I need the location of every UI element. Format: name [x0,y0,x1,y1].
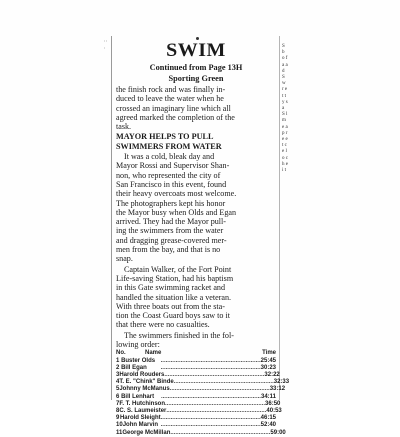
left-margin-fragment: ' ' ' [104,41,108,53]
row-name: C. S. Laumeister [119,407,167,414]
header-name: Name [145,350,162,357]
row-no: 9 [116,415,120,422]
leader-dots: ............................................................ [164,371,265,378]
table-row [116,365,276,372]
row-name: Johnny McManus [119,386,170,393]
row-name: George McMillan [122,429,171,436]
section-line: Sporting Green [168,74,224,83]
column-rule-right [279,36,280,400]
row-no: 4 [116,379,120,386]
row-name: Harold Rouders [119,371,165,378]
row-name: John Marvin [122,422,159,429]
row-no: 10 [116,422,123,429]
continued-line: Continued from Page 13H [149,63,243,72]
row-time: 32:33 [273,379,290,386]
row-time: 46:15 [260,415,276,422]
table-row [116,371,280,379]
column-rule-left [111,36,112,400]
row-time: 34:11 [260,393,276,400]
leader-dots: ............................................................ [160,357,261,364]
row-time: 40:53 [266,407,282,414]
row-no: 2 [116,364,120,371]
table-row [116,358,276,365]
table-row [116,379,290,386]
paragraph-1: the finish rock and was finally in- duced to leave the water when he crossed an imaginary line which all agreed marked the completion of the task. [116,85,235,132]
leader-dots: ............................................................ [166,407,267,414]
paragraph-2: It was a cold, bleak day and Mayor Rossi and Supervisor Shan- non, who represented the city of San Francisco in this event, found their heavy overcoats most welcome. The photographers kept his honor the Mayor busy when Olds and Egan arrived. They had the Mayor pull- ing the swimmers from the water and dragging grease-covered mer- men from the bay, and that is no snap. [116,152,237,264]
leader-dots: ............................................................ [160,422,261,429]
table-row [116,429,286,437]
results-body [116,357,290,437]
row-time: 30:23 [260,364,276,371]
table-row [116,400,281,408]
row-name: Bill Egan [121,364,147,371]
row-time: 36:50 [265,400,281,407]
row-name: Bill Lenhart [121,393,155,400]
row-no: 7 [116,400,120,407]
header-time: Time [262,350,276,357]
table-row [116,415,276,422]
paragraph-3: Captain Walker, of the Fort Point Life-saving Station, had his baptism in this Gate swimming racket and handled the situation like a veteran. With three boats out from the sta- tion the Coast Guard boys saw to it that there were no casualties. [116,264,234,330]
article-subhead: MAYOR HELPS TO PULL SWIMMERS FROM WATER [116,132,222,151]
results-table [116,350,290,436]
row-no: 6 [116,393,120,400]
table-row [116,394,276,401]
leader-dots: ............................................................ [169,386,270,393]
row-no: 11 [116,429,123,436]
paragraph-4: The swimmers finished in the fol- lowing order: [116,330,234,350]
row-name: T. E. "Chink" Binde [119,379,174,386]
row-name: Harold Sleight [119,415,161,422]
table-row [116,422,276,429]
leader-dots: ............................................................ [160,415,261,422]
row-no: 1 [116,357,120,364]
table-row [116,407,282,415]
results-header [116,350,276,357]
row-time: 32:22 [264,371,280,378]
leader-dots: ............................................................ [170,429,271,436]
row-time: 52:40 [260,422,276,429]
leader-dots: ............................................................ [165,400,266,407]
table-row [116,386,286,393]
leader-dots: ............................................................ [173,379,274,386]
row-time: 25:45 [260,357,276,364]
headline: SWIM [166,40,226,61]
right-margin-fragment: S b o f a a d S w r e t t y s a S l m e a p r e e t c e l o c h e i t [282,44,288,174]
row-time: 33:12 [269,386,286,393]
header-no: No. [116,350,126,357]
row-name: Buster Olds [121,357,156,364]
row-name: F. T. Hutchinson [119,400,166,407]
leader-dots: ............................................................ [160,393,261,400]
row-no: 5 [116,386,120,393]
row-no: 3 [116,371,120,378]
leader-dots: ............................................................ [160,364,261,371]
row-no: 8 [116,407,120,414]
row-time: 59:00 [270,429,286,436]
